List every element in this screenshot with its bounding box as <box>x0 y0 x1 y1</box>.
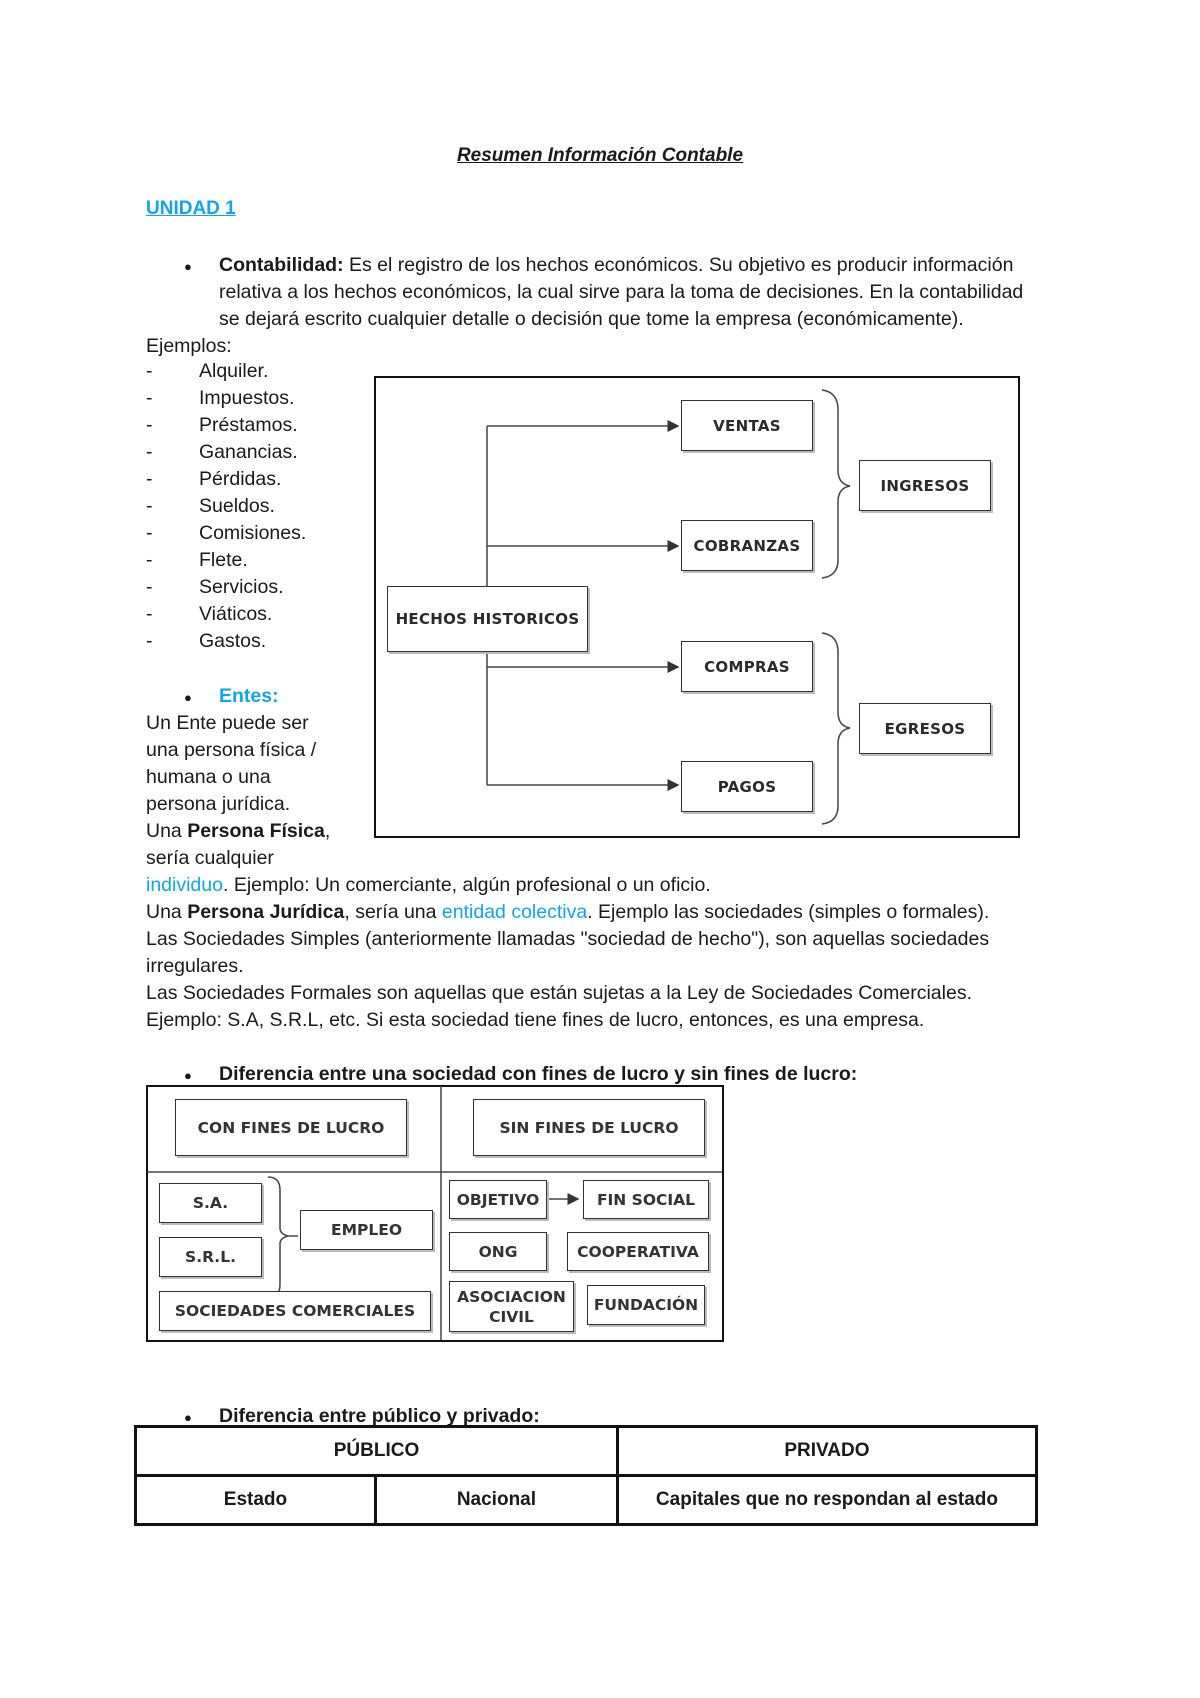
diferencia-publico-heading: Diferencia entre público y privado: <box>219 1405 540 1427</box>
dash: - <box>146 387 153 409</box>
bullet-icon: ● <box>184 259 192 274</box>
dash: - <box>146 630 153 652</box>
dash: - <box>146 495 153 517</box>
text: , sería una <box>344 901 442 923</box>
cobranzas-box: COBRANZAS <box>681 520 813 571</box>
dash: - <box>146 360 153 382</box>
dash: - <box>146 576 153 598</box>
empleo-box: EMPLEO <box>300 1210 433 1250</box>
ejemplos-label: Ejemplos: <box>146 335 232 357</box>
entes-line-3: humana o una <box>146 766 271 788</box>
sociedades-comerciales-box: SOCIEDADES COMERCIALES <box>159 1291 431 1331</box>
objetivo-box: OBJETIVO <box>449 1180 547 1219</box>
pagos-box: PAGOS <box>681 761 813 812</box>
unit-heading: UNIDAD 1 <box>146 198 236 219</box>
list-item: Sueldos. <box>199 495 275 517</box>
text: Una <box>146 820 188 842</box>
list-item: Alquiler. <box>199 360 269 382</box>
list-item: Comisiones. <box>199 522 307 544</box>
dash: - <box>146 522 153 544</box>
diferencia-lucro-heading: Diferencia entre una sociedad con fines de lucro y sin fines de lucro: <box>219 1063 858 1085</box>
contabilidad-term: Contabilidad: <box>219 254 344 276</box>
list-item: Flete. <box>199 549 248 571</box>
text: , <box>324 820 331 842</box>
compras-box: COMPRAS <box>681 641 813 692</box>
sa-box: S.A. <box>159 1183 262 1223</box>
bullet-icon: ● <box>184 1068 192 1083</box>
individuo-term: individuo <box>146 874 223 896</box>
ingresos-box: INGRESOS <box>859 460 991 511</box>
entidad-colectiva-term: entidad colectiva <box>441 901 588 923</box>
con-fines-lucro-box: CON FINES DE LUCRO <box>175 1099 407 1156</box>
contabilidad-line-2: relativa a los hechos económicos, la cual sirve para la toma de decisiones. En la contabilidad <box>219 281 1024 303</box>
persona-juridica-term: Persona Jurídica <box>187 901 345 923</box>
srl-box: S.R.L. <box>159 1237 262 1277</box>
list-item: Ganancias. <box>199 441 298 463</box>
ong-box: ONG <box>449 1232 547 1271</box>
dash: - <box>146 468 153 490</box>
publico-privado-table <box>134 1425 1038 1526</box>
dash: - <box>146 549 153 571</box>
list-item: Viáticos. <box>199 603 273 625</box>
table-cell-estado: Estado <box>136 1476 376 1525</box>
bullet-icon: ● <box>184 1410 192 1425</box>
entes-line-2: una persona física / <box>146 739 317 761</box>
table-cell-capitales: Capitales que no respondan al estado <box>617 1476 1036 1525</box>
text: CIVIL <box>489 1307 534 1326</box>
entes-line-11: Las Sociedades Formales son aquellas que están sujetas a la Ley de Sociedades Comerciales. <box>146 982 972 1004</box>
table-row <box>136 1427 1037 1476</box>
contabilidad-line-3: se dejará escrito cualquier detalle o decisión que tome la empresa (económicamente). <box>219 308 964 330</box>
text: ASOCIACION <box>457 1287 566 1306</box>
table-header-publico: PÚBLICO <box>136 1427 618 1476</box>
dash: - <box>146 414 153 436</box>
persona-fisica-term: Persona Física <box>187 820 325 842</box>
ventas-box: VENTAS <box>681 400 813 451</box>
egresos-box: EGRESOS <box>859 703 991 754</box>
entes-line-12: Ejemplo: S.A, S.R.L, etc. Si esta sociedad tiene fines de lucro, entonces, es una empresa. <box>146 1009 925 1031</box>
fundacion-box: FUNDACIÓN <box>587 1285 705 1325</box>
entes-line-6: sería cualquier <box>146 847 274 869</box>
cooperativa-box: COOPERATIVA <box>567 1232 709 1271</box>
entes-line-1: Un Ente puede ser <box>146 712 309 734</box>
asociacion-civil-box <box>449 1281 574 1332</box>
page-title: Resumen Información Contable <box>456 145 744 166</box>
bullet-icon: ● <box>184 690 192 705</box>
dash: - <box>146 603 153 625</box>
list-item: Pérdidas. <box>199 468 282 490</box>
list-item: Gastos. <box>199 630 267 652</box>
list-item: Servicios. <box>199 576 284 598</box>
contabilidad-text-1: Es el registro de los hechos económicos. Su objetivo es producir información <box>343 254 1014 276</box>
entes-term: Entes: <box>219 685 279 707</box>
entes-line-10: irregulares. <box>146 955 244 977</box>
entes-line-9: Las Sociedades Simples (anteriormente llamadas "sociedad de hecho"), son aquellas sociedades <box>146 928 990 950</box>
list-item: Préstamos. <box>199 414 298 436</box>
sin-fines-lucro-box: SIN FINES DE LUCRO <box>473 1099 705 1156</box>
hechos-historicos-box: HECHOS HISTORICOS <box>387 586 588 652</box>
fin-social-box: FIN SOCIAL <box>583 1180 709 1219</box>
text: Una <box>146 901 188 923</box>
table-header-privado: PRIVADO <box>617 1427 1036 1476</box>
text: . Ejemplo: Un comerciante, algún profesional o un oficio. <box>222 874 711 896</box>
table-cell-nacional: Nacional <box>375 1476 617 1525</box>
table-row <box>136 1476 1037 1525</box>
entes-line-4: persona jurídica. <box>146 793 291 815</box>
text: . Ejemplo las sociedades (simples o formales). <box>587 901 990 923</box>
dash: - <box>146 441 153 463</box>
list-item: Impuestos. <box>199 387 295 409</box>
